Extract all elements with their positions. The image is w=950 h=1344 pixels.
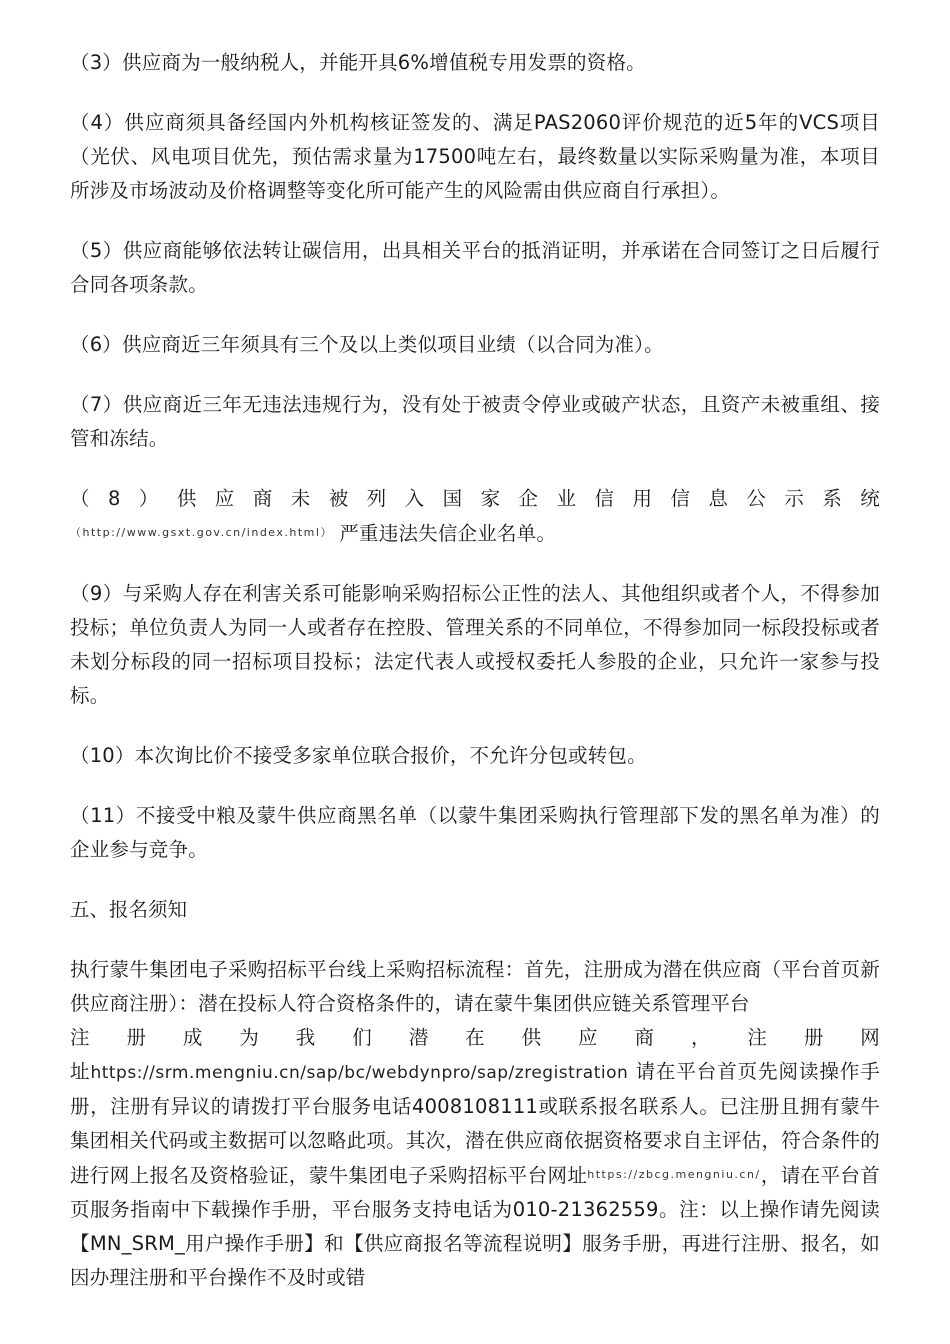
gsxt-link[interactable]: （http://www.gsxt.gov.cn/index.html） — [70, 526, 333, 539]
notice-part2: 请在平台首页先阅读操作手册，注册有异议的请拨打平台服务电话4008108111或联系报名联系人。已注册且拥有蒙牛集团相关代码或主数据可以忽略此项。其次，潜在供应商依据资格要求自主评估，符合条件的进行网上报名及资格验证，蒙牛集团电子采购招标平台网址 — [70, 1060, 881, 1187]
registration-notice — [70, 953, 880, 1295]
requirement-11: （11）不接受中粮及蒙牛供应商黑名单（以蒙牛集团采购执行管理部下发的黑名单为准）的企业参与竞争。 — [70, 804, 880, 861]
requirement-4: （4）供应商须具备经国内外机构核证签发的、满足PAS2060评价规范的近5年的VCS项目（光伏、风电项目优先，预估需求量为17500吨左右，最终数量以实际采购量为准，本项目所涉及市场波动及价格调整等变化所可能产生的风险需由供应商自行承担）。 — [70, 111, 880, 202]
srm-registration-link[interactable]: https://srm.mengniu.cn/sap/bc/webdynpro/sap/zregistration — [90, 1063, 629, 1083]
requirement-8-line1: （8）供应商未被列入国家企业信用信息公示系统 — [70, 487, 880, 510]
notice-part3: ，请在平台首页服务指南中下载操作手册，平台服务支持电话为010-21362559。注：以上操作请先阅读【MN_SRM_用户操作手册】和【供应商报名等流程说明】服务手册，再进行注册、报名，如因办理注册和平台操作不及时或错 — [70, 1164, 881, 1289]
requirement-9: （9）与采购人存在利害关系可能影响采购招标公正性的法人、其他组织或者个人，不得参加投标；单位负责人为同一人或者存在控股、管理关系的不同单位，不得参加同一标段投标或者未划分标段的同一招标项目投标；法定代表人或授权委托人参股的企业，只允许一家参与投标。 — [70, 582, 880, 707]
requirement-7: （7）供应商近三年无违法违规行为，没有处于被责令停业或破产状态，且资产未被重组、接管和冻结。 — [70, 393, 880, 450]
requirement-3: （3）供应商为一般纳税人，并能开具6%增值税专用发票的资格。 — [70, 51, 646, 74]
notice-url-prefix: 址 — [70, 1060, 91, 1083]
requirement-10: （10）本次询比价不接受多家单位联合报价，不允许分包或转包。 — [70, 744, 647, 767]
requirement-5: （5）供应商能够依法转让碳信用，出具相关平台的抵消证明，并承诺在合同签订之日后履行合同各项条款。 — [70, 239, 880, 296]
requirement-8-tail: 严重违法失信企业名单。 — [339, 522, 557, 545]
requirement-8 — [70, 482, 880, 551]
section-5-title: 五、报名须知 — [70, 898, 188, 921]
notice-part1: 执行蒙牛集团电子采购招标平台线上采购招标流程：首先，注册成为潜在供应商（平台首页新供应商注册）：潜在投标人符合资格条件的，请在蒙牛集团供应链关系管理平台 — [70, 958, 880, 1015]
zbcg-link[interactable]: https://zbcg.mengniu.cn/ — [587, 1168, 761, 1181]
requirement-6: （6）供应商近三年须具有三个及以上类似项目业绩（以合同为准）。 — [70, 333, 664, 356]
notice-spread-line: 注册成为我们潜在供应商，注册网 — [70, 1026, 880, 1049]
